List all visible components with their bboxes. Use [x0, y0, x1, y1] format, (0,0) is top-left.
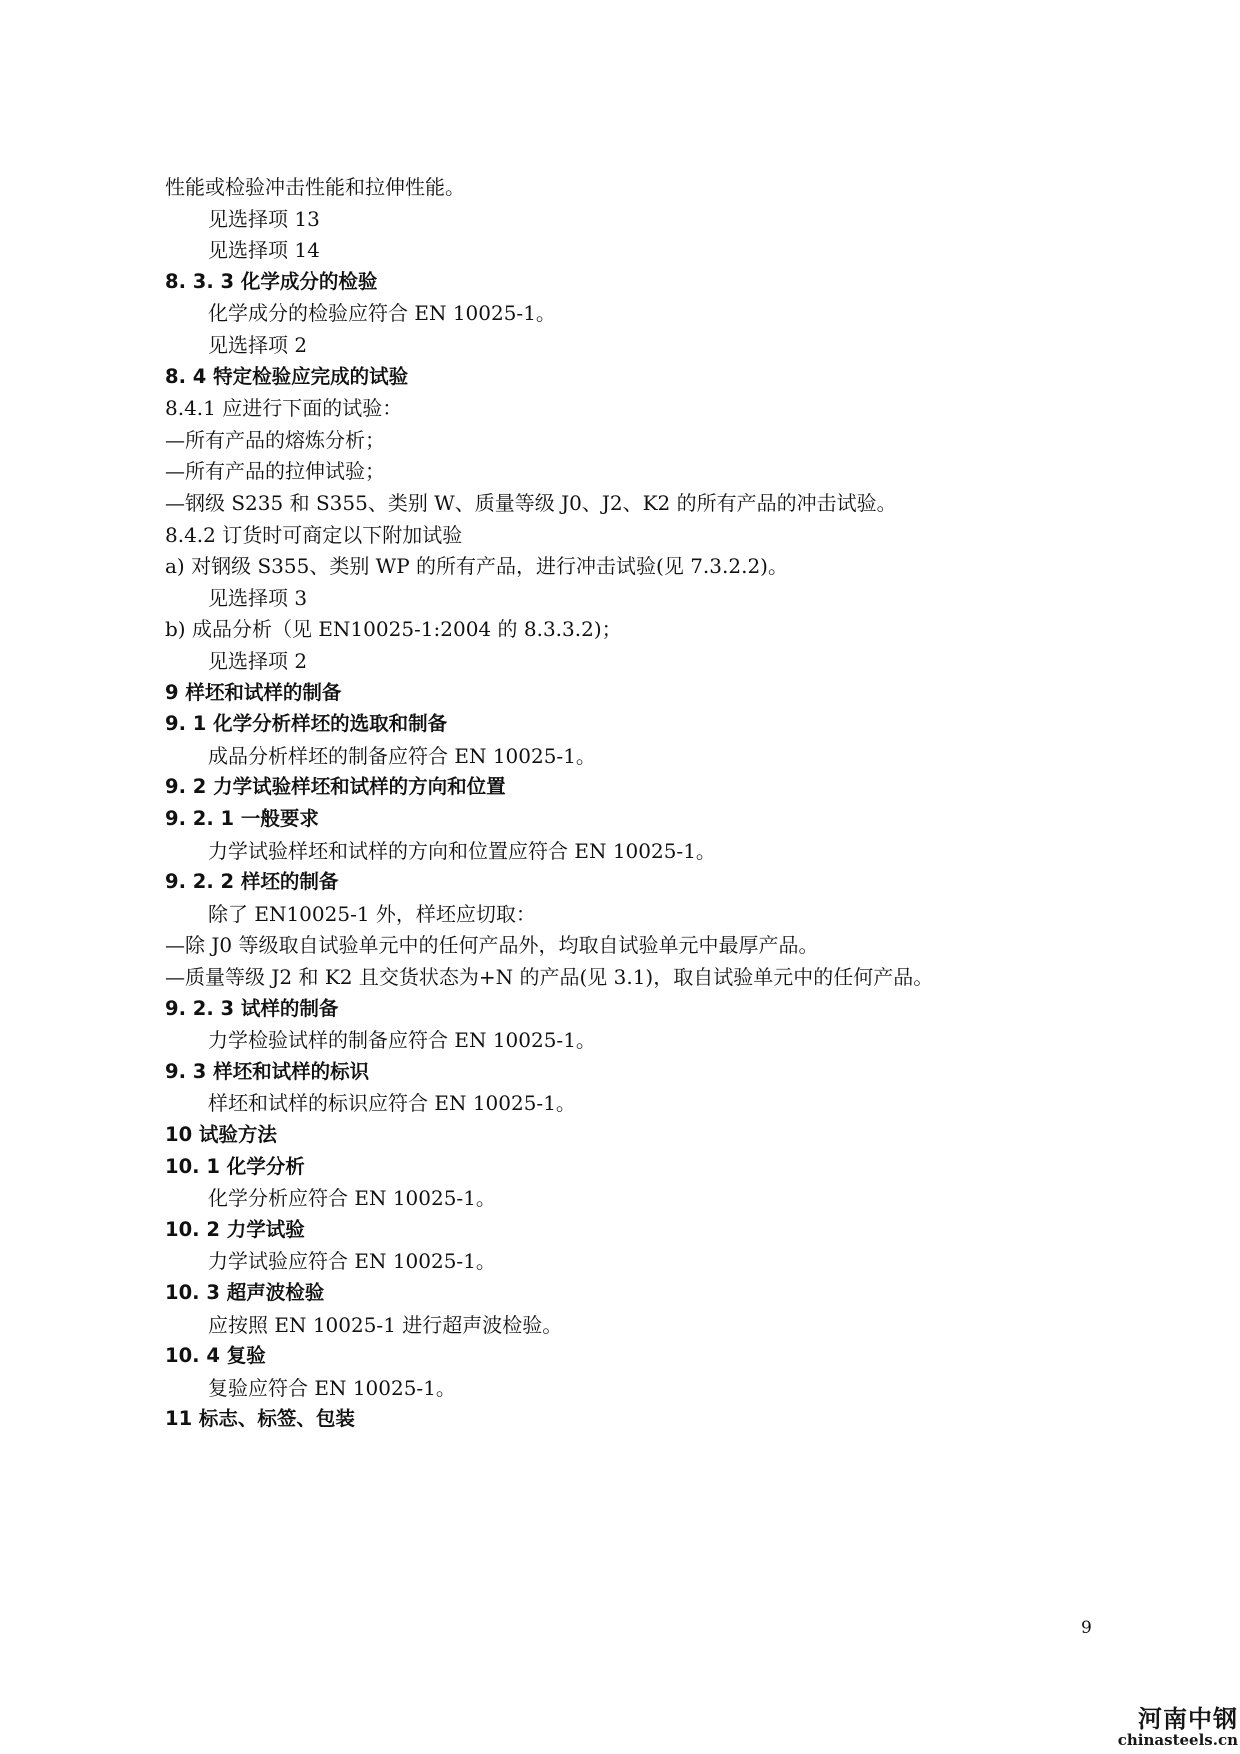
body-line: a) 对钢级 S355、类别 WP 的所有产品，进行冲击试验(见 7.3.2.2)。: [165, 554, 788, 578]
body-line: —所有产品的拉伸试验；: [165, 459, 385, 483]
watermark-url: chinasteels.cn: [1117, 1731, 1238, 1749]
section-heading: 10. 1 化学分析: [165, 1155, 305, 1178]
body-line: 成品分析样坯的制备应符合 EN 10025-1。: [208, 744, 596, 768]
section-heading: 8. 3. 3 化学成分的检验: [165, 270, 378, 293]
section-heading: 10. 2 力学试验: [165, 1218, 305, 1241]
body-line: 应按照 EN 10025-1 进行超声波检验。: [208, 1313, 563, 1337]
section-heading: 9. 2. 1 一般要求: [165, 807, 319, 830]
watermark-chinese: 河南中钢: [1138, 1705, 1238, 1733]
body-line: 8.4.2 订货时可商定以下附加试验: [165, 523, 463, 547]
section-heading: 11 标志、标签、包装: [165, 1407, 355, 1430]
body-line: 化学成分的检验应符合 EN 10025-1。: [208, 301, 556, 325]
section-heading: 9 样坯和试样的制备: [165, 681, 342, 704]
section-heading: 9. 1 化学分析样坯的选取和制备: [165, 712, 448, 735]
section-heading: 9. 2. 3 试样的制备: [165, 997, 339, 1020]
body-line: 性能或检验冲击性能和拉伸性能。: [165, 175, 465, 199]
section-heading: 10. 3 超声波检验: [165, 1281, 325, 1304]
body-line: 除了 EN10025-1 外，样坯应切取：: [208, 902, 536, 926]
section-heading: 10. 4 复验: [165, 1344, 266, 1367]
body-line: —钢级 S235 和 S355、类别 W、质量等级 J0、J2、K2 的所有产品的冲击试验。: [165, 491, 897, 515]
body-line: 化学分析应符合 EN 10025-1。: [208, 1186, 496, 1210]
body-line: —质量等级 J2 和 K2 且交货状态为+N 的产品(见 3.1)，取自试验单元中的任何产品。: [165, 965, 934, 989]
body-line: 见选择项 2: [208, 333, 308, 357]
body-line: 见选择项 2: [208, 649, 308, 673]
body-line: —所有产品的熔炼分析；: [165, 428, 385, 452]
body-line: 力学试验应符合 EN 10025-1。: [208, 1249, 496, 1273]
body-line: 见选择项 14: [208, 238, 320, 262]
section-heading: 9. 2 力学试验样坯和试样的方向和位置: [165, 775, 506, 798]
body-line: 见选择项 13: [208, 207, 320, 231]
page-number: 9: [1081, 1618, 1092, 1638]
body-line: 见选择项 3: [208, 586, 308, 610]
body-line: b) 成品分析（见 EN10025-1:2004 的 8.3.3.2)；: [165, 617, 622, 641]
body-line: 样坯和试样的标识应符合 EN 10025-1。: [208, 1091, 576, 1115]
body-line: 力学检验试样的制备应符合 EN 10025-1。: [208, 1028, 596, 1052]
body-line: 8.4.1 应进行下面的试验：: [165, 396, 403, 420]
section-heading: 10 试验方法: [165, 1123, 277, 1146]
body-line: 复验应符合 EN 10025-1。: [208, 1376, 456, 1400]
body-line: 力学试验样坯和试样的方向和位置应符合 EN 10025-1。: [208, 839, 716, 863]
section-heading: 8. 4 特定检验应完成的试验: [165, 365, 409, 388]
watermark-logo: [1106, 1706, 1238, 1748]
body-line: —除 J0 等级取自试验单元中的任何产品外，均取自试验单元中最厚产品。: [165, 933, 819, 957]
section-heading: 9. 3 样坯和试样的标识: [165, 1060, 370, 1083]
section-heading: 9. 2. 2 样坯的制备: [165, 870, 339, 893]
